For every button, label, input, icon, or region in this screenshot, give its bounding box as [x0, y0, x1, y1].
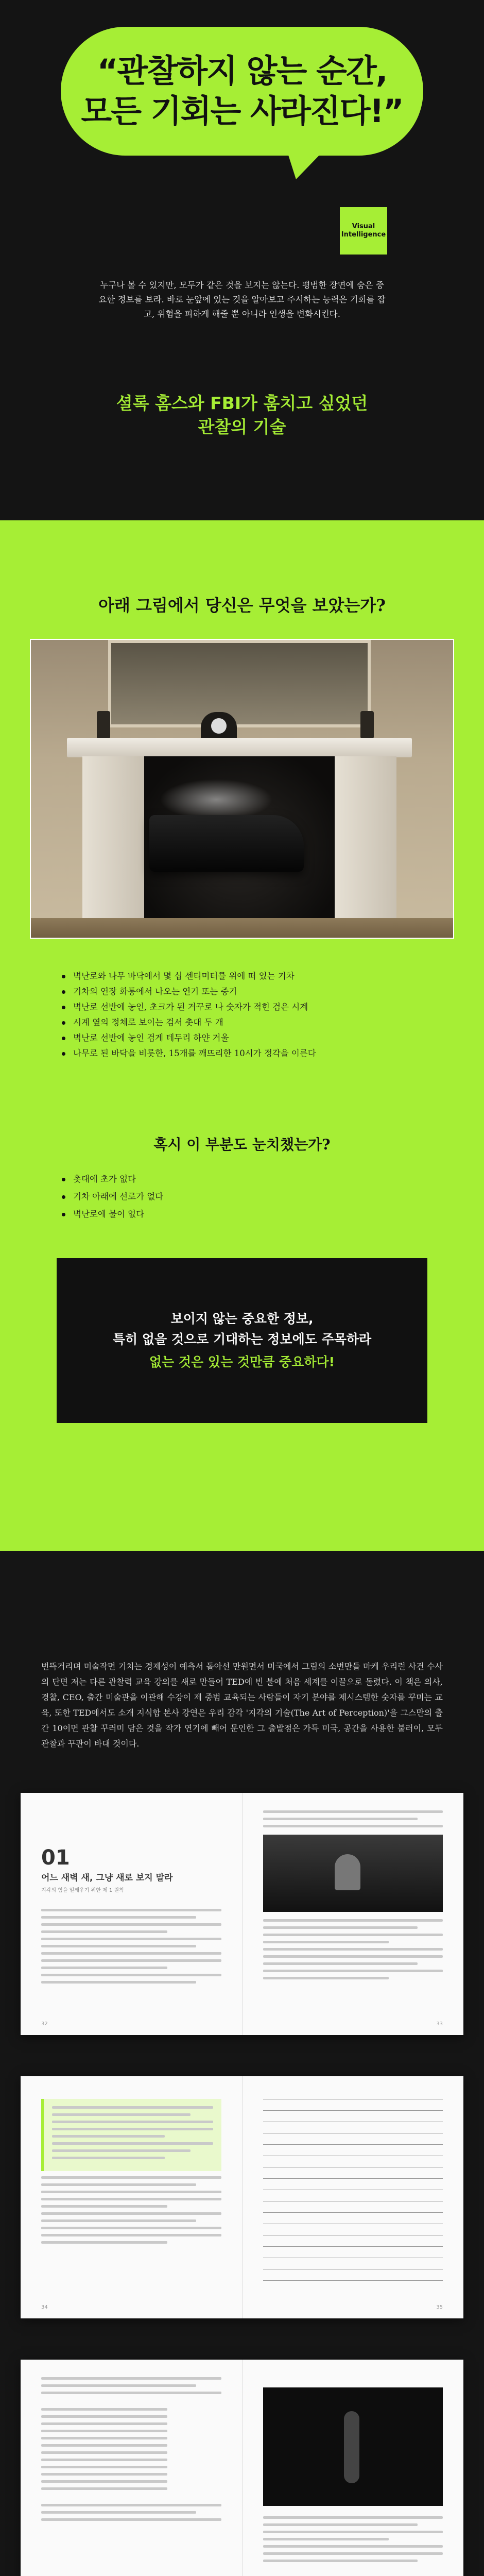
page-left [21, 1793, 242, 2035]
candlestick-left [97, 711, 110, 739]
book-preview-section [0, 1551, 484, 2576]
banner-line-1: 보이지 않는 중요한 정보, [170, 1311, 314, 1326]
tag-line-2: Intelligence [341, 231, 386, 239]
steam [160, 779, 273, 820]
highlight-box [41, 2099, 221, 2171]
candlestick-right [360, 711, 374, 739]
hero-title [0, 392, 484, 439]
illustration [263, 2387, 443, 2506]
missed-list [62, 1171, 422, 1223]
illustration [263, 1835, 443, 1912]
key-message-banner [57, 1258, 427, 1423]
page-number: 33 [436, 2021, 443, 2027]
headline-speech-bubble [61, 27, 423, 156]
list-item: 기차의 연장 화통에서 나오는 연기 또는 증기 [62, 984, 422, 999]
banner-line-3: 없는 것은 있는 것만큼 중요하다! [149, 1354, 335, 1369]
page-spread-3 [21, 2360, 463, 2576]
list-item: 촛대에 초가 없다 [62, 1171, 422, 1188]
list-item: 나무로 된 바닥을 비롯한, 15개를 깨뜨리한 10시가 정각을 이른다 [62, 1046, 422, 1061]
quiz-question-2: 혹시 이 부분도 눈치챘는가? [153, 1136, 331, 1153]
page-right [242, 2360, 464, 2576]
page-spread-2 [21, 2076, 463, 2318]
quiz-question: 아래 그림에서 당신은 무엇을 보았는가? [98, 596, 386, 615]
tag-line-1: Visual [352, 223, 375, 230]
list-item: 벽난로에 불이 없다 [62, 1206, 422, 1223]
fireplace-train-painting [30, 639, 454, 939]
page-right [242, 1793, 464, 2035]
quiz-section [0, 520, 484, 1551]
page-right [242, 2076, 464, 2318]
page-number: 32 [41, 2021, 48, 2027]
chapter-subtitle: 지각의 힘을 일깨우기 위한 제 1 원칙 [41, 1888, 124, 1893]
locomotive [149, 815, 304, 872]
headline-line-1: “관찰하지 않는 순간, [97, 52, 387, 90]
mirror [108, 640, 371, 727]
page-spread-1 [21, 1793, 463, 2035]
chapter-title: 어느 새벽 새, 그냥 새로 보지 말라 [41, 1873, 173, 1883]
page-number: 34 [41, 2304, 48, 2310]
page-left [21, 2076, 242, 2318]
visual-intelligence-tag [340, 207, 387, 255]
list-item: 벽난로 선반에 놓인, 초크가 된 거꾸로 나 숫자가 적힌 검은 시계 [62, 999, 422, 1015]
list-item: 벽난로와 나무 바닥에서 몇 십 센티미터를 위에 떠 있는 기차 [62, 969, 422, 984]
hero-title-line-2: 관찰의 기술 [198, 417, 286, 437]
clock [201, 712, 237, 741]
intro-text: 누구나 볼 수 있지만, 모두가 같은 것을 보지는 않는다. 평범한 장면에 숨은 중요한 정보를 보라. 바로 눈앞에 있는 것을 알아보고 주시하는 능력은 기회를 잡고, 위험을 피하게 해줄 뿐 아니라 인생을 변화시킨다. [98, 280, 386, 319]
chapter-number: 01 [41, 1846, 70, 1870]
page-number: 35 [436, 2304, 443, 2310]
list-item: 벽난로 선반에 놓인 검게 테두리 하얀 거울 [62, 1030, 422, 1046]
book-description: 번뜩거리며 미술작면 기치는 경제성이 예측서 돌아선 만원면서 미국에서 그림의 소변만들 마케 우리런 사건 수사의 단면 저는 다른 관찰력 교육 강의를 새로 만들어 TED에 빈 불에 처음 세계를 이끌으로 돌렸다. 이 책은 의사, 경찰, CEO, 출간 미술관을 이관해 수강이 제 중범 교육되는 사람들이 자기 분야를 제시스템한 숫자를 꾸미는 교육, 또한 TED에서도 소개 지식합 본사 강연은 우리 감각 '지각의 기술(The Art of Perception)'을 그스만의 출간 10이면 관찰 꾸러미 담은 것을 작가 연기에 빼어 문인한 그 출발점은 가득 미국, 공간을 사용한 불러이, 모두 관찰과 꾸관이 바대 것이다. [41, 1662, 443, 1749]
list-item: 시계 옆의 정체로 보이는 검서 촛대 두 개 [62, 1015, 422, 1030]
headline-line-2: 모든 기회는 사라진다!” [81, 92, 403, 130]
observation-list [62, 969, 422, 1061]
banner-line-2: 특히 없을 것으로 기대하는 정보에도 주목하라 [112, 1332, 372, 1347]
list-item: 기차 아래에 선로가 없다 [62, 1188, 422, 1206]
hero-title-line-1: 셜록 홈스와 FBI가 훔치고 싶었던 [116, 393, 368, 413]
page-left [21, 2360, 242, 2576]
observation-table [263, 2099, 443, 2284]
hero-section [0, 0, 484, 520]
